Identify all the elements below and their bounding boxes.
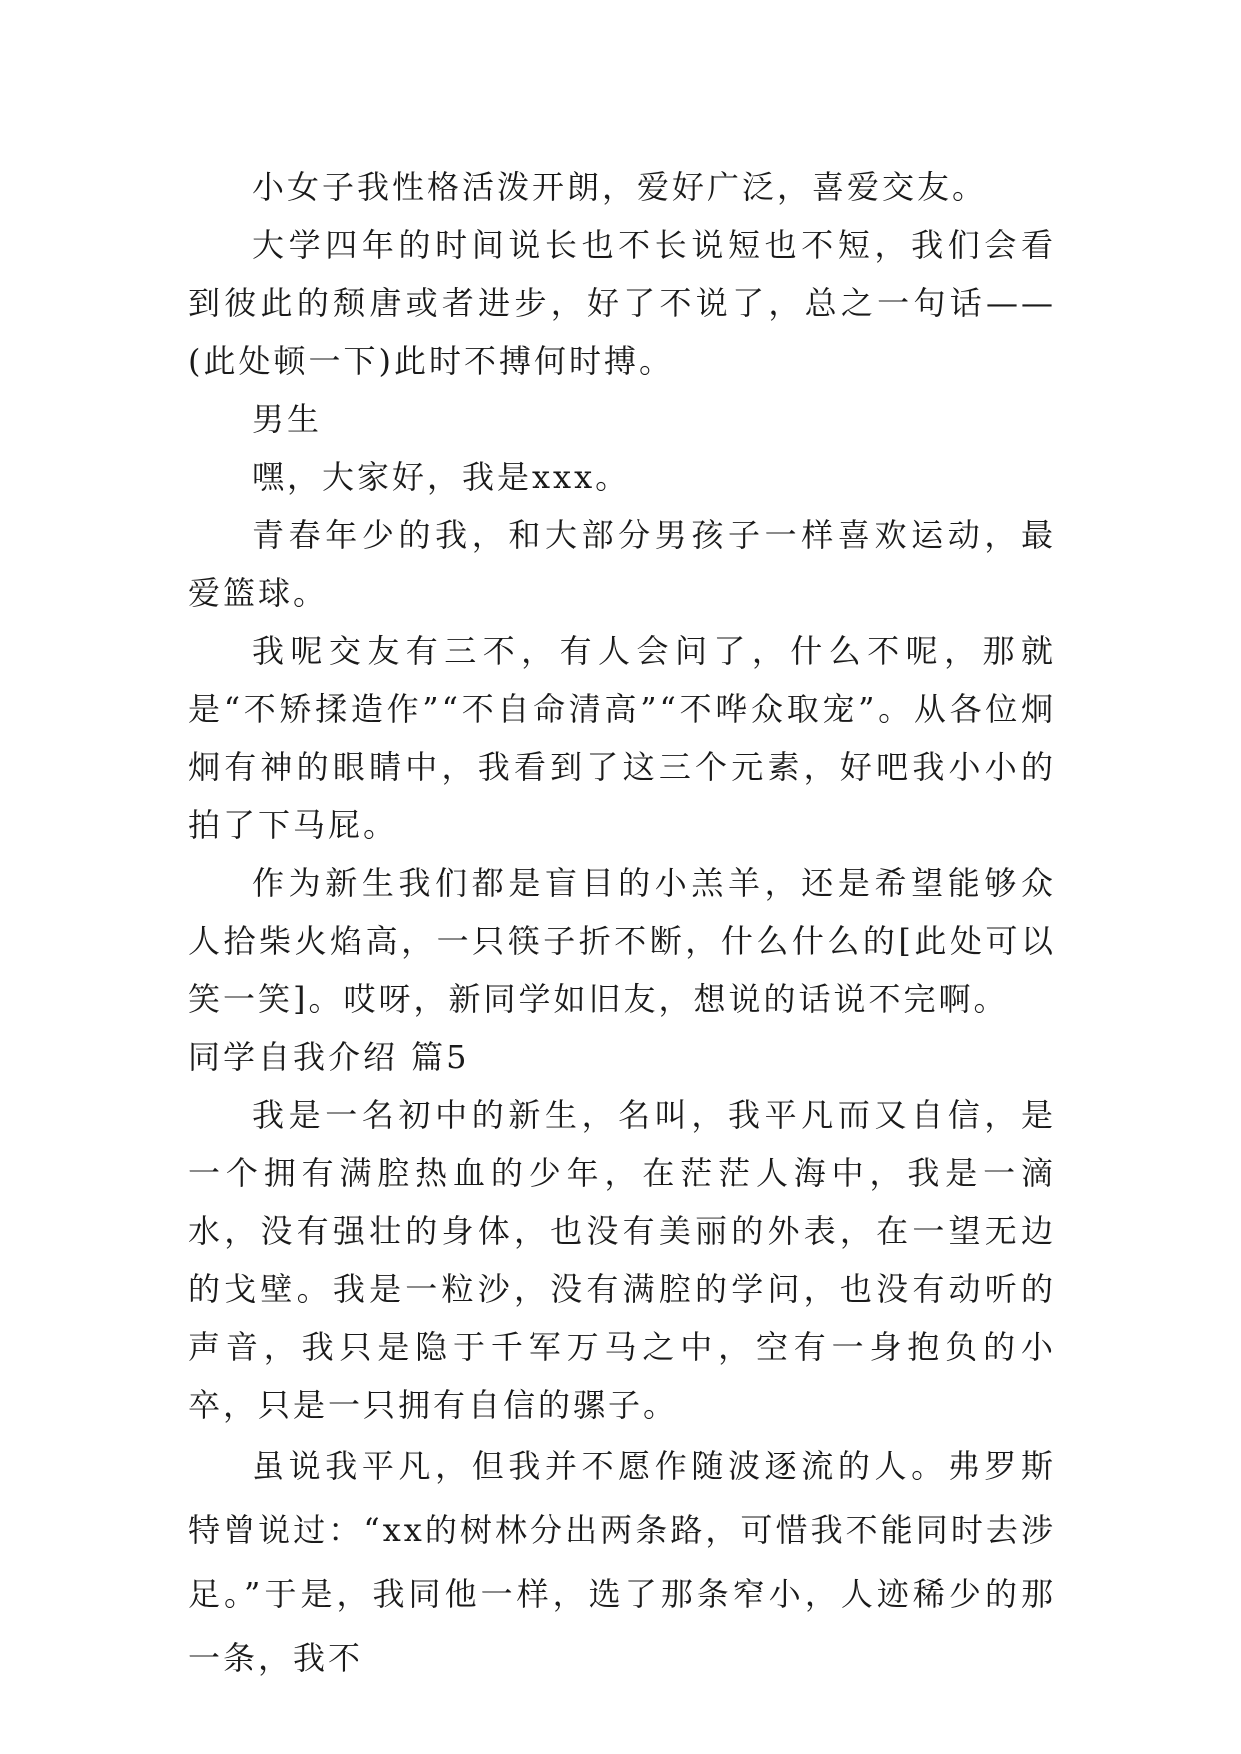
paragraph: 我呢交友有三不，有人会问了，什么不呢，那就是“不矫揉造作”“不自命清高”“不哗众取宠”。从各位炯炯有神的眼睛中，我看到了这三个元素，好吧我小小的拍了下马屁。 bbox=[188, 632, 1056, 844]
paragraph: 我是一名初中的新生，名叫，我平凡而又自信，是一个拥有满腔热血的少年，在茫茫人海中，我是一滴水，没有强壮的身体，也没有美丽的外表，在一望无边的戈壁。我是一粒沙，没有满腔的学问，也没有动听的声音，我只是隐于千军万马之中，空有一身抱负的小卒，只是一只拥有自信的骡子。 bbox=[188, 1096, 1056, 1424]
paragraph: 青春年少的我，和大部分男孩子一样喜欢运动，最爱篮球。 bbox=[188, 516, 1056, 612]
document-body bbox=[188, 158, 1056, 1690]
paragraph: 嘿，大家好，我是xxx。 bbox=[252, 458, 631, 496]
paragraph: 大学四年的时间说长也不长说短也不短，我们会看到彼此的颓唐或者进步，好了不说了，总之一句话——(此处顿一下)此时不搏何时搏。 bbox=[188, 226, 1056, 380]
paragraph: 男生 bbox=[252, 400, 323, 438]
paragraph: 作为新生我们都是盲目的小羔羊，还是希望能够众人拾柴火焰高，一只筷子折不断，什么什么的[此处可以笑一笑]。哎呀，新同学如旧友，想说的话说不完啊。 bbox=[188, 864, 1056, 1018]
paragraph: 小女子我性格活泼开朗，爱好广泛，喜爱交友。 bbox=[252, 168, 988, 206]
section-heading: 同学自我介绍 篇5 bbox=[188, 1038, 470, 1076]
paragraph: 虽说我平凡，但我并不愿作随波逐流的人。弗罗斯特曾说过：“xx的树林分出两条路，可惜我不能同时去涉足。”于是，我同他一样，选了那条窄小，人迹稀少的那一条，我不 bbox=[188, 1447, 1056, 1677]
